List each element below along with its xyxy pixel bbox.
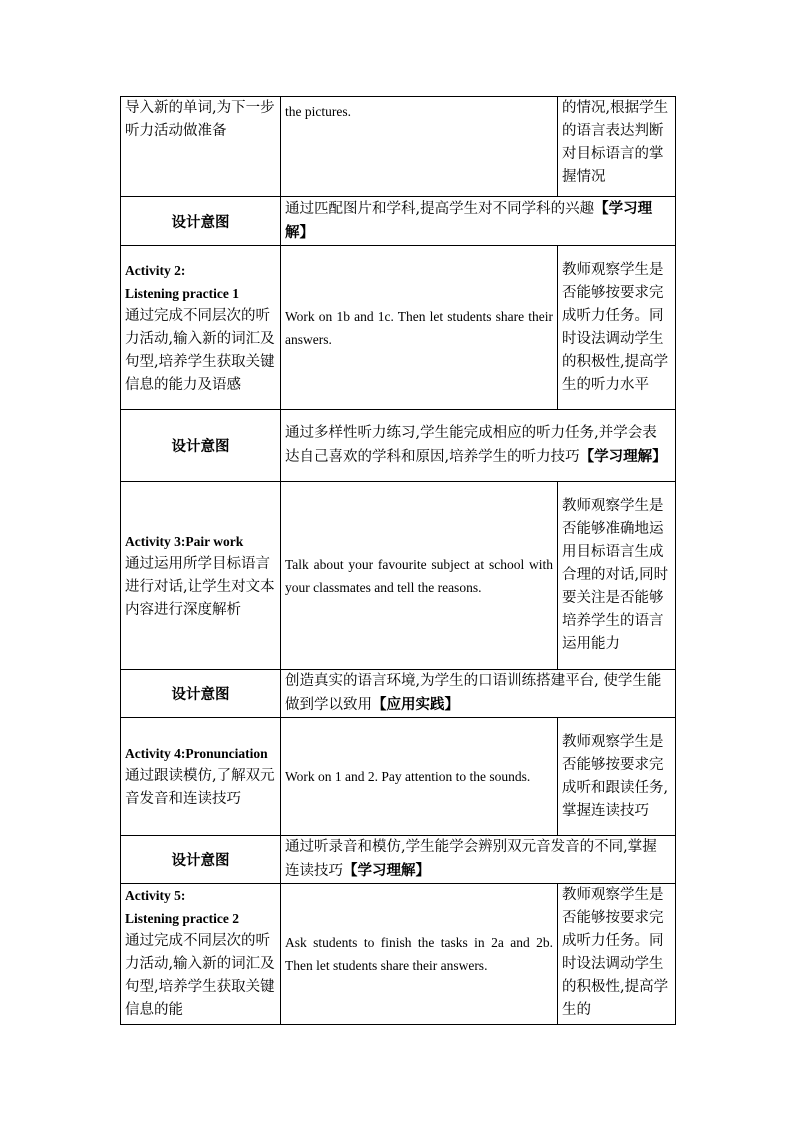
activity-desc: 通过运用所学目标语言进行对话,让学生对文本内容进行深度解析 <box>125 555 275 618</box>
procedure-text: the pictures. <box>285 104 351 119</box>
activity-desc: 通过完成不同层次的听力活动,输入新的词汇及句型,培养学生获取关键信息的能力及语感 <box>125 307 275 393</box>
design-intent-text: 通过匹配图片和学科,提高学生对不同学科的兴趣 <box>285 201 595 217</box>
activity-desc: 通过跟读模仿,了解双元音发音和连读技巧 <box>125 768 275 807</box>
activity-title: Activity 5: <box>125 888 186 903</box>
design-intent-cell <box>281 836 676 884</box>
procedure-text: Talk about your favourite subject at school with your classmates and tell the reasons. <box>285 556 553 595</box>
activity-title: Activity 3:Pair work <box>125 533 244 549</box>
table-row <box>121 97 676 197</box>
lesson-plan-table <box>120 96 676 1025</box>
assessment-text: 的情况,根据学生的语言表达判断对目标语言的掌握情况 <box>562 100 669 185</box>
activity-cell <box>121 482 281 670</box>
table-row <box>121 836 676 884</box>
activity-title: Activity 4:Pronunciation <box>125 746 268 761</box>
assessment-cell <box>558 884 676 1025</box>
design-intent-tag: 【学习理解】 <box>579 448 667 465</box>
activity-title: Activity 2: <box>125 262 186 278</box>
activity-desc: 通过完成不同层次的听力活动,输入新的词汇及句型,培养学生获取关键信息的能 <box>125 933 275 1018</box>
design-intent-tag: 【学习理解】 <box>343 862 430 879</box>
table-row <box>121 197 676 246</box>
activity-cell <box>121 246 281 410</box>
design-intent-cell <box>281 410 676 482</box>
assessment-text: 教师观察学生是否能够准确地运用目标语言生成合理的对话,同时要关注是否能够培养学生的语言运用能力 <box>562 498 669 652</box>
table-row <box>121 884 676 1025</box>
table-row <box>121 482 676 670</box>
design-intent-tag: 【学习理解】 <box>285 200 653 241</box>
design-intent-text: 创造真实的语言环境,为学生的口语训练搭建平台, 使学生能做到学以致用 <box>285 673 662 713</box>
assessment-text: 教师观察学生是否能够按要求完成听力任务。同时设法调动学生的积极性,提高学生的听力水平 <box>562 261 669 393</box>
procedure-cell <box>281 884 558 1025</box>
procedure-text: Work on 1b and 1c. Then let students share their answers. <box>285 308 553 347</box>
assessment-cell <box>558 97 676 197</box>
design-intent-label: 设计意图 <box>121 197 281 246</box>
activity-desc-cell <box>121 97 281 197</box>
design-intent-label: 设计意图 <box>121 410 281 482</box>
table-row <box>121 410 676 482</box>
assessment-cell <box>558 718 676 836</box>
design-intent-text: 通过多样性听力练习,学生能完成相应的听力任务,并学会表达自己喜欢的学科和原因,培养学生的听力技巧 <box>285 425 657 465</box>
design-intent-label: 设计意图 <box>121 836 281 884</box>
design-intent-text: 通过听录音和模仿,学生能学会辨别双元音发音的不同,掌握连读技巧 <box>285 839 657 879</box>
activity-cell <box>121 884 281 1025</box>
procedure-cell <box>281 246 558 410</box>
table-row <box>121 670 676 718</box>
design-intent-cell <box>281 197 676 246</box>
activity-subtitle: Listening practice 1 <box>125 285 239 301</box>
procedure-text: Ask students to finish the tasks in 2a and 2b. Then let students share their answers. <box>285 935 553 973</box>
procedure-cell <box>281 718 558 836</box>
procedure-text: Work on 1 and 2. Pay attention to the sounds. <box>285 769 531 784</box>
design-intent-tag: 【应用实践】 <box>372 696 459 713</box>
activity-subtitle: Listening practice 2 <box>125 911 239 926</box>
design-intent-cell <box>281 670 676 718</box>
procedure-cell <box>281 482 558 670</box>
assessment-cell <box>558 246 676 410</box>
design-intent-label: 设计意图 <box>121 670 281 718</box>
assessment-cell <box>558 482 676 670</box>
table-row <box>121 246 676 410</box>
activity-cell <box>121 718 281 836</box>
assessment-text: 教师观察学生是否能够按要求完成听力任务。同时设法调动学生的积极性,提高学生的 <box>562 887 669 1018</box>
table-row <box>121 718 676 836</box>
assessment-text: 教师观察学生是否能够按要求完成听和跟读任务,掌握连读技巧 <box>562 733 669 819</box>
procedure-cell <box>281 97 558 197</box>
activity-desc: 导入新的单词,为下一步听力活动做准备 <box>125 100 275 139</box>
